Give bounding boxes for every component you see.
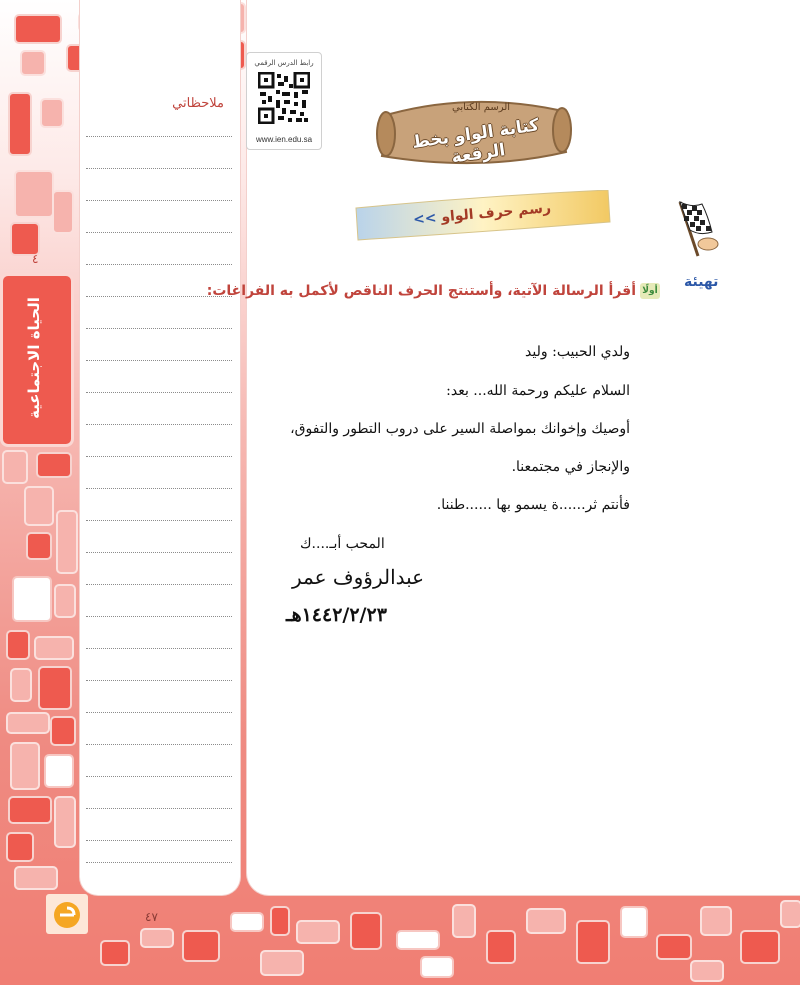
decor-tile (620, 906, 648, 938)
note-line[interactable] (86, 648, 232, 649)
note-line[interactable] (86, 136, 232, 137)
note-line[interactable] (86, 584, 232, 585)
decor-tile (8, 92, 32, 156)
note-line[interactable] (86, 808, 232, 809)
decor-tile (420, 956, 454, 978)
decor-tile (486, 930, 516, 964)
decor-tile (54, 584, 76, 618)
qr-card[interactable] (246, 52, 322, 150)
note-line[interactable] (86, 616, 232, 617)
unit-title: الحياة الاجتماعية (25, 297, 43, 419)
decor-tile (56, 510, 78, 574)
decor-tile (10, 742, 40, 790)
decor-tile (690, 960, 724, 982)
decor-tile (8, 796, 52, 824)
letter-closing[interactable]: المحب أبـ....ك (300, 536, 385, 552)
decor-tile (14, 170, 54, 218)
decor-tile (52, 190, 74, 234)
decor-tile (34, 636, 74, 660)
note-line[interactable] (86, 744, 232, 745)
decor-tile (6, 832, 34, 862)
decor-tile (12, 576, 52, 622)
decor-tile (396, 930, 440, 950)
qr-url[interactable]: www.ien.edu.sa (255, 135, 313, 144)
decor-tile (36, 452, 72, 478)
decor-tile (14, 866, 58, 890)
qr-code-icon[interactable] (258, 72, 310, 124)
note-line[interactable] (86, 552, 232, 553)
note-line[interactable] (86, 712, 232, 713)
letter-signature: عبدالرؤوف عمر (292, 565, 425, 589)
letter-line: والإنجاز في مجتمعنا. (511, 459, 630, 475)
decor-tile (270, 906, 290, 936)
decor-tile (38, 666, 72, 710)
section-label: الرسم الكتابي (452, 102, 511, 113)
note-line[interactable] (86, 840, 232, 841)
decor-tile (44, 754, 74, 788)
note-line[interactable] (86, 424, 232, 425)
qr-caption: رابط الدرس الرقمي (254, 59, 314, 67)
decor-tile (10, 668, 32, 702)
decor-tile (10, 222, 40, 256)
checkered-flag-icon (668, 198, 728, 264)
decor-tile (452, 904, 476, 938)
page-number: ٤٧ (145, 910, 158, 924)
decor-tile (656, 934, 692, 960)
decor-tile (140, 928, 174, 948)
publisher-logo-icon (46, 894, 88, 934)
decor-tile (780, 900, 800, 928)
note-line[interactable] (86, 168, 232, 169)
decor-tile (24, 486, 54, 526)
note-line[interactable] (86, 680, 232, 681)
ribbon-title-text: رسم حرف الواو (440, 200, 552, 226)
decor-tile (526, 908, 566, 934)
decor-tile (50, 716, 76, 746)
topic-ribbon (352, 190, 614, 242)
decor-tile (740, 930, 780, 964)
ribbon-arrows: >> (412, 210, 438, 228)
decor-tile (6, 712, 50, 734)
decor-tile (296, 920, 340, 944)
exercise-instruction: أقرأ الرسالة الآتية، وأستنتج الحرف الناقص لأكمل به الفراغات: (206, 283, 636, 299)
decor-tile (6, 630, 30, 660)
decor-tile (26, 532, 52, 560)
note-line[interactable] (86, 520, 232, 521)
decor-tile (350, 912, 382, 950)
note-line[interactable] (86, 328, 232, 329)
unit-number: ٤ (32, 252, 39, 266)
decor-tile (20, 50, 46, 76)
letter-line-with-blanks[interactable]: فأنتم ثر......ة يسمو بها ......طننا. (436, 497, 630, 513)
note-line[interactable] (86, 264, 232, 265)
note-line[interactable] (86, 456, 232, 457)
decor-tile (182, 930, 220, 962)
note-line[interactable] (86, 200, 232, 201)
decor-tile (700, 906, 732, 936)
warmup-label: تهيئة (684, 274, 719, 290)
notes-title: ملاحظاتي (172, 96, 224, 111)
letter-line: السلام عليكم ورحمة الله... بعد: (446, 383, 630, 399)
decor-tile (100, 940, 130, 966)
note-line[interactable] (86, 392, 232, 393)
decor-tile (576, 920, 610, 964)
decor-tile (230, 912, 264, 932)
decor-tile (40, 98, 64, 128)
letter-date: ١٤٤٢/٢/٢٣هـ (286, 604, 387, 626)
letter-line: ولدي الحبيب: وليد (525, 344, 630, 360)
letter-line: أوصيك وإخوانك بمواصلة السير على دروب التطور والتفوق، (290, 421, 630, 437)
note-line[interactable] (86, 360, 232, 361)
note-line[interactable] (86, 232, 232, 233)
decor-tile (54, 796, 76, 848)
decor-tile (2, 450, 28, 484)
decor-tile (14, 14, 62, 44)
notes-panel (80, 0, 240, 895)
note-line[interactable] (86, 488, 232, 489)
note-line[interactable] (86, 862, 232, 863)
decor-tile (260, 950, 304, 976)
note-line[interactable] (86, 776, 232, 777)
unit-side-tab (0, 273, 74, 447)
lesson-title: كتابة الواو بخط الرقعة (410, 115, 541, 168)
exercise-badge: أولًا (640, 283, 660, 299)
lesson-title-scroll (372, 94, 578, 170)
